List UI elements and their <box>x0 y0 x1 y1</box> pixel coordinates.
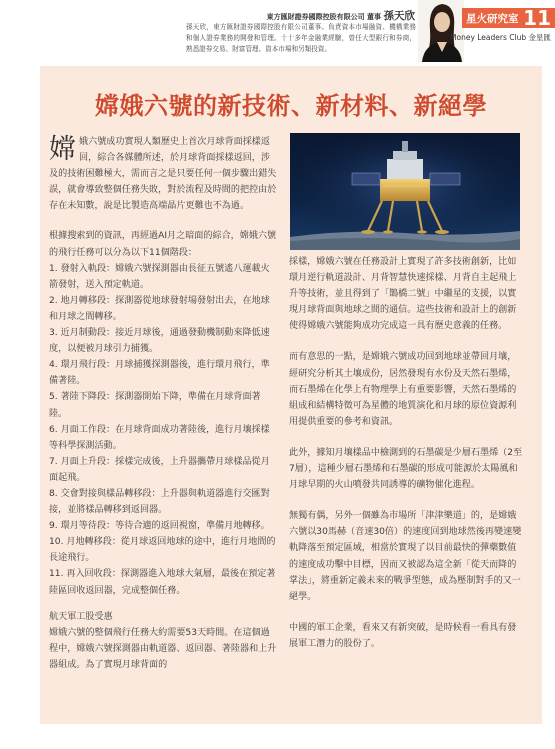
author-affiliation: 東方匯財證券國際控股有限公司 董事 <box>266 13 382 21</box>
dropcap: 嫦 <box>49 134 76 165</box>
right-paragraph: 而有意思的一點，是嫦娥六號成功回到地球並帶回月壤，經研究分析其土壤成份，居然發現有水份及天然石墨烯，而石墨烯在化學上有物理學上有重要影響，天然石墨烯的組成和結構特徵可為星體的地質演化和月球的原位資源利用提供重要的參考和資訊。 <box>289 352 517 427</box>
section-body: 嫦娥六號的整個飛行任務大約需要53天時間。在這個過程中，嫦娥六號探測器由軌道器、返回器、著陸器和上升器組成。為了實現月球背面的 <box>49 627 277 670</box>
issue-number: 11 <box>523 6 551 30</box>
article-right-column <box>289 254 525 667</box>
column-banner <box>462 8 555 28</box>
right-paragraph: 此外，據知月壤樣品中檢測到的石墨碳是少層石墨烯（2至7層），這種少層石墨烯和石墨碳的形成可能源於太陽風和月球早期的火山噴發共同誘導的礦物催化進程。 <box>289 447 523 491</box>
club-name: Money Leaders Club <box>450 33 527 42</box>
stage-list <box>49 261 277 599</box>
intro-paragraph <box>49 134 277 214</box>
stage-item: 1. 發射入軌段：嫦娥六號探測器由長征五號遙八運載火箭發射，送入預定軌道。 <box>49 263 270 290</box>
stage-item: 6. 月面工作段：在月球背面成功著陸後，進行月壤採樣等科學探測活動。 <box>49 424 270 451</box>
author-name: 孫天欣 <box>383 10 415 22</box>
section-heading: 航天軍工股受惠 <box>49 611 113 622</box>
lander-photo <box>290 133 520 250</box>
author-portrait <box>418 0 464 62</box>
right-paragraph: 採樣，嫦娥六號在任務設計上實現了許多技術創新，比如環月逆行軌道設計、月背智慧快速採樣、月背自主起飛上升等技術，並且得到了「鵲橋二號」中繼星的支援，以實現月球背面與地球之間的通信。這些技術和設計上的創新使得嫦娥六號能夠成功完成這一具有歷史意義的任務。 <box>289 257 517 332</box>
column-name: 星火研究室 <box>466 13 519 25</box>
stage-item: 3. 近月制動段：接近月球後，通過發動機制動來降低速度，以便被月球引力捕獲。 <box>49 328 270 355</box>
club-name-cn: 金星匯 <box>528 33 551 42</box>
right-paragraph: 中國的軍工企業，看來又有新突破，是時候看一看具有發展軍工潛力的股份了。 <box>289 622 517 649</box>
author-title <box>267 8 415 23</box>
stage-item: 10. 月地轉移段：從月球返回地球的途中，進行月地間的長途飛行。 <box>49 537 276 564</box>
stage-item: 9. 環月等待段：等待合適的返回視窗，準備月地轉移。 <box>49 521 270 532</box>
article-panel <box>40 66 542 724</box>
article-headline: 嫦娥六號的新技術、新材料、新絕學 <box>95 92 487 120</box>
stage-item: 4. 環月飛行段：月球捕獲探測器後，進行環月飛行，準備著陸。 <box>49 360 270 387</box>
stage-item: 7. 月面上升段：採樣完成後，上升器攜帶月球樣品從月面起飛。 <box>49 456 270 483</box>
intro-text: 娥六號成功實現人類歷史上首次月球背面採樣返回，綜合各媒體所述，於月球背面採樣返回，涉及的技術困難極大，需而言之是只要任何一個步驟出錯失誤，就會導致整個任務失敗，對於流程及時間的把控由於存在未知數，說是比製造高端晶片更難也不為過。 <box>49 137 277 212</box>
lander-illustration <box>290 133 520 250</box>
stage-item: 8. 交會對接與樣品轉移段：上升器與軌道器進行交匯對接，並將樣品轉移到返回器。 <box>49 488 270 516</box>
stage-item: 5. 著陸下降段：探測器開始下降，準備在月球背面著陸。 <box>49 392 261 419</box>
author-portrait-image <box>418 0 464 62</box>
stage-item: 11. 再入回收段：探測器進入地球大氣層，最後在預定著陸區回收返回器，完成整個任務。 <box>49 569 276 596</box>
column-brand <box>450 6 555 48</box>
author-bio: 孫天欣，東方匯財證券國際控股有限公司董事。負責資本市場融資、機構業務和個人證券業務的開發和管理。十十多年金融業經驗，曾任大型銀行和券商，熟悉證券交易、財富管理、資本市場和另類投資。 <box>186 23 416 53</box>
stage-item: 2. 地月轉移段：探測器從地球發射場發射出去，在地球和月球之間轉移。 <box>49 295 270 322</box>
page-header <box>0 0 555 62</box>
article-left-column <box>49 134 277 673</box>
stages-intro: 根據搜索到的資訊，再經過AI月之暗面的綜合，嫦娥六號的飛行任務可以分為以下11個階段： <box>49 231 277 258</box>
right-paragraph: 無獨有偶，另外一個雖為市場所「津津樂道」的，是嫦娥六號以30馬赫（音速30倍）的速度回到地球然後再變速變軌降落至預定區域，相當於實現了以目前最快的彈藥數值的速度成功擊中目標，因而又被認為這全新「從天而降的掌法」，將重新定義未來的戰爭型態，成為壓制對手的又一絕學。 <box>289 511 522 602</box>
club-label <box>450 32 551 43</box>
